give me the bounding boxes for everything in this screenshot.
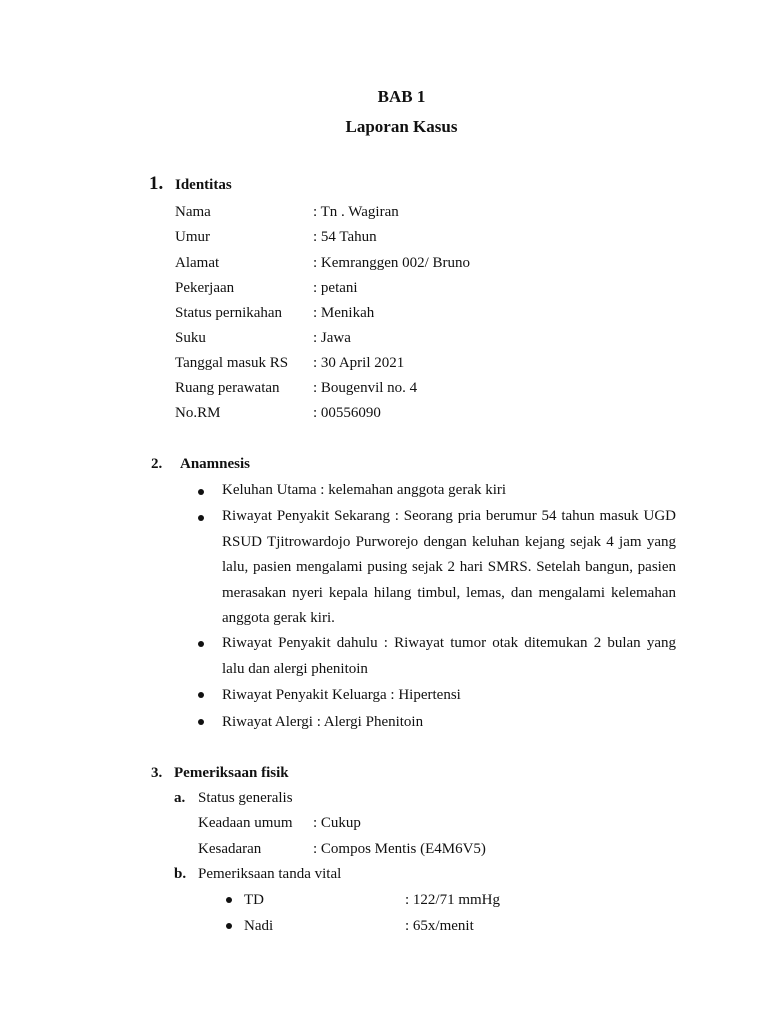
bullet-icon: [198, 515, 204, 521]
section-3-number: 3.: [151, 765, 163, 781]
identity-label-umur: Umur: [175, 229, 210, 245]
status-label-kesadaran: Kesadaran: [198, 841, 262, 857]
document-title: BAB 1: [377, 87, 426, 106]
vital-label-td: TD: [244, 892, 264, 908]
subsection-b-letter: b.: [174, 866, 187, 882]
section-2-heading: Anamnesis: [180, 456, 251, 472]
identity-value-ruang: : Bougenvil no. 4: [313, 380, 418, 396]
document-subtitle: Laporan Kasus: [345, 117, 458, 136]
status-value-keadaan: : Cukup: [313, 815, 361, 831]
status-value-kesadaran: : Compos Mentis (E4M6V5): [313, 841, 486, 857]
identity-label-norm: No.RM: [175, 405, 221, 421]
identity-value-pekerjaan: : petani: [313, 280, 358, 296]
identity-value-suku: : Jawa: [313, 330, 351, 346]
status-label-keadaan: Keadaan umum: [198, 815, 293, 831]
identity-value-norm: : 00556090: [313, 405, 381, 421]
anamnesis-item-riwayat-sekarang: Riwayat Penyakit Sekarang : Seorang pria berumur 54 tahun masuk UGD RSUD Tjitrowardojo Purworejo dengan keluhan kejang sejak 4 jam yang lalu, pasien mengalami pusing sejak 2 hari SMRS. Setelah bangun, pasien merasakan nyeri kepala hilang timbul, lemas, dan mengalami kelemahan anggota gerak kiri.: [222, 508, 676, 626]
identity-label-alamat: Alamat: [175, 255, 220, 271]
identity-value-status: : Menikah: [313, 305, 375, 321]
bullet-icon: [198, 719, 204, 725]
anamnesis-item-keluhan: Keluhan Utama : kelemahan anggota gerak kiri: [222, 482, 507, 498]
bullet-icon: [226, 897, 232, 903]
vital-value-td: : 122/71 mmHg: [405, 892, 501, 908]
identity-value-alamat: : Kemranggen 002/ Bruno: [313, 255, 471, 271]
anamnesis-item-riwayat-dahulu: Riwayat Penyakit dahulu : Riwayat tumor otak ditemukan 2 bulan yang lalu dan alergi phenitoin: [222, 635, 676, 677]
identity-value-nama: : Tn . Wagiran: [313, 204, 399, 220]
identity-label-nama: Nama: [175, 204, 211, 220]
identity-label-tanggal: Tanggal masuk RS: [175, 355, 289, 371]
bullet-icon: [226, 923, 232, 929]
bullet-icon: [198, 641, 204, 647]
bullet-icon: [198, 489, 204, 495]
identity-value-tanggal: : 30 April 2021: [313, 355, 405, 371]
section-3-heading: Pemeriksaan fisik: [174, 765, 289, 781]
identity-label-pekerjaan: Pekerjaan: [175, 280, 235, 296]
vital-value-nadi: : 65x/menit: [405, 918, 474, 934]
identity-label-suku: Suku: [175, 330, 206, 346]
subsection-a-heading: Status generalis: [198, 790, 293, 806]
section-2-number: 2.: [151, 456, 163, 472]
identity-label-ruang: Ruang perawatan: [175, 380, 280, 396]
identity-value-umur: : 54 Tahun: [313, 229, 377, 245]
anamnesis-item-riwayat-alergi: Riwayat Alergi : Alergi Phenitoin: [222, 714, 424, 730]
vital-label-nadi: Nadi: [244, 918, 274, 934]
section-1-number: 1.: [149, 173, 164, 194]
identity-label-status: Status pernikahan: [175, 305, 283, 321]
bullet-icon: [198, 692, 204, 698]
anamnesis-item-riwayat-keluarga: Riwayat Penyakit Keluarga : Hipertensi: [222, 687, 461, 703]
section-1-heading: Identitas: [175, 177, 232, 193]
subsection-b-heading: Pemeriksaan tanda vital: [198, 866, 342, 882]
subsection-a-letter: a.: [174, 790, 186, 806]
